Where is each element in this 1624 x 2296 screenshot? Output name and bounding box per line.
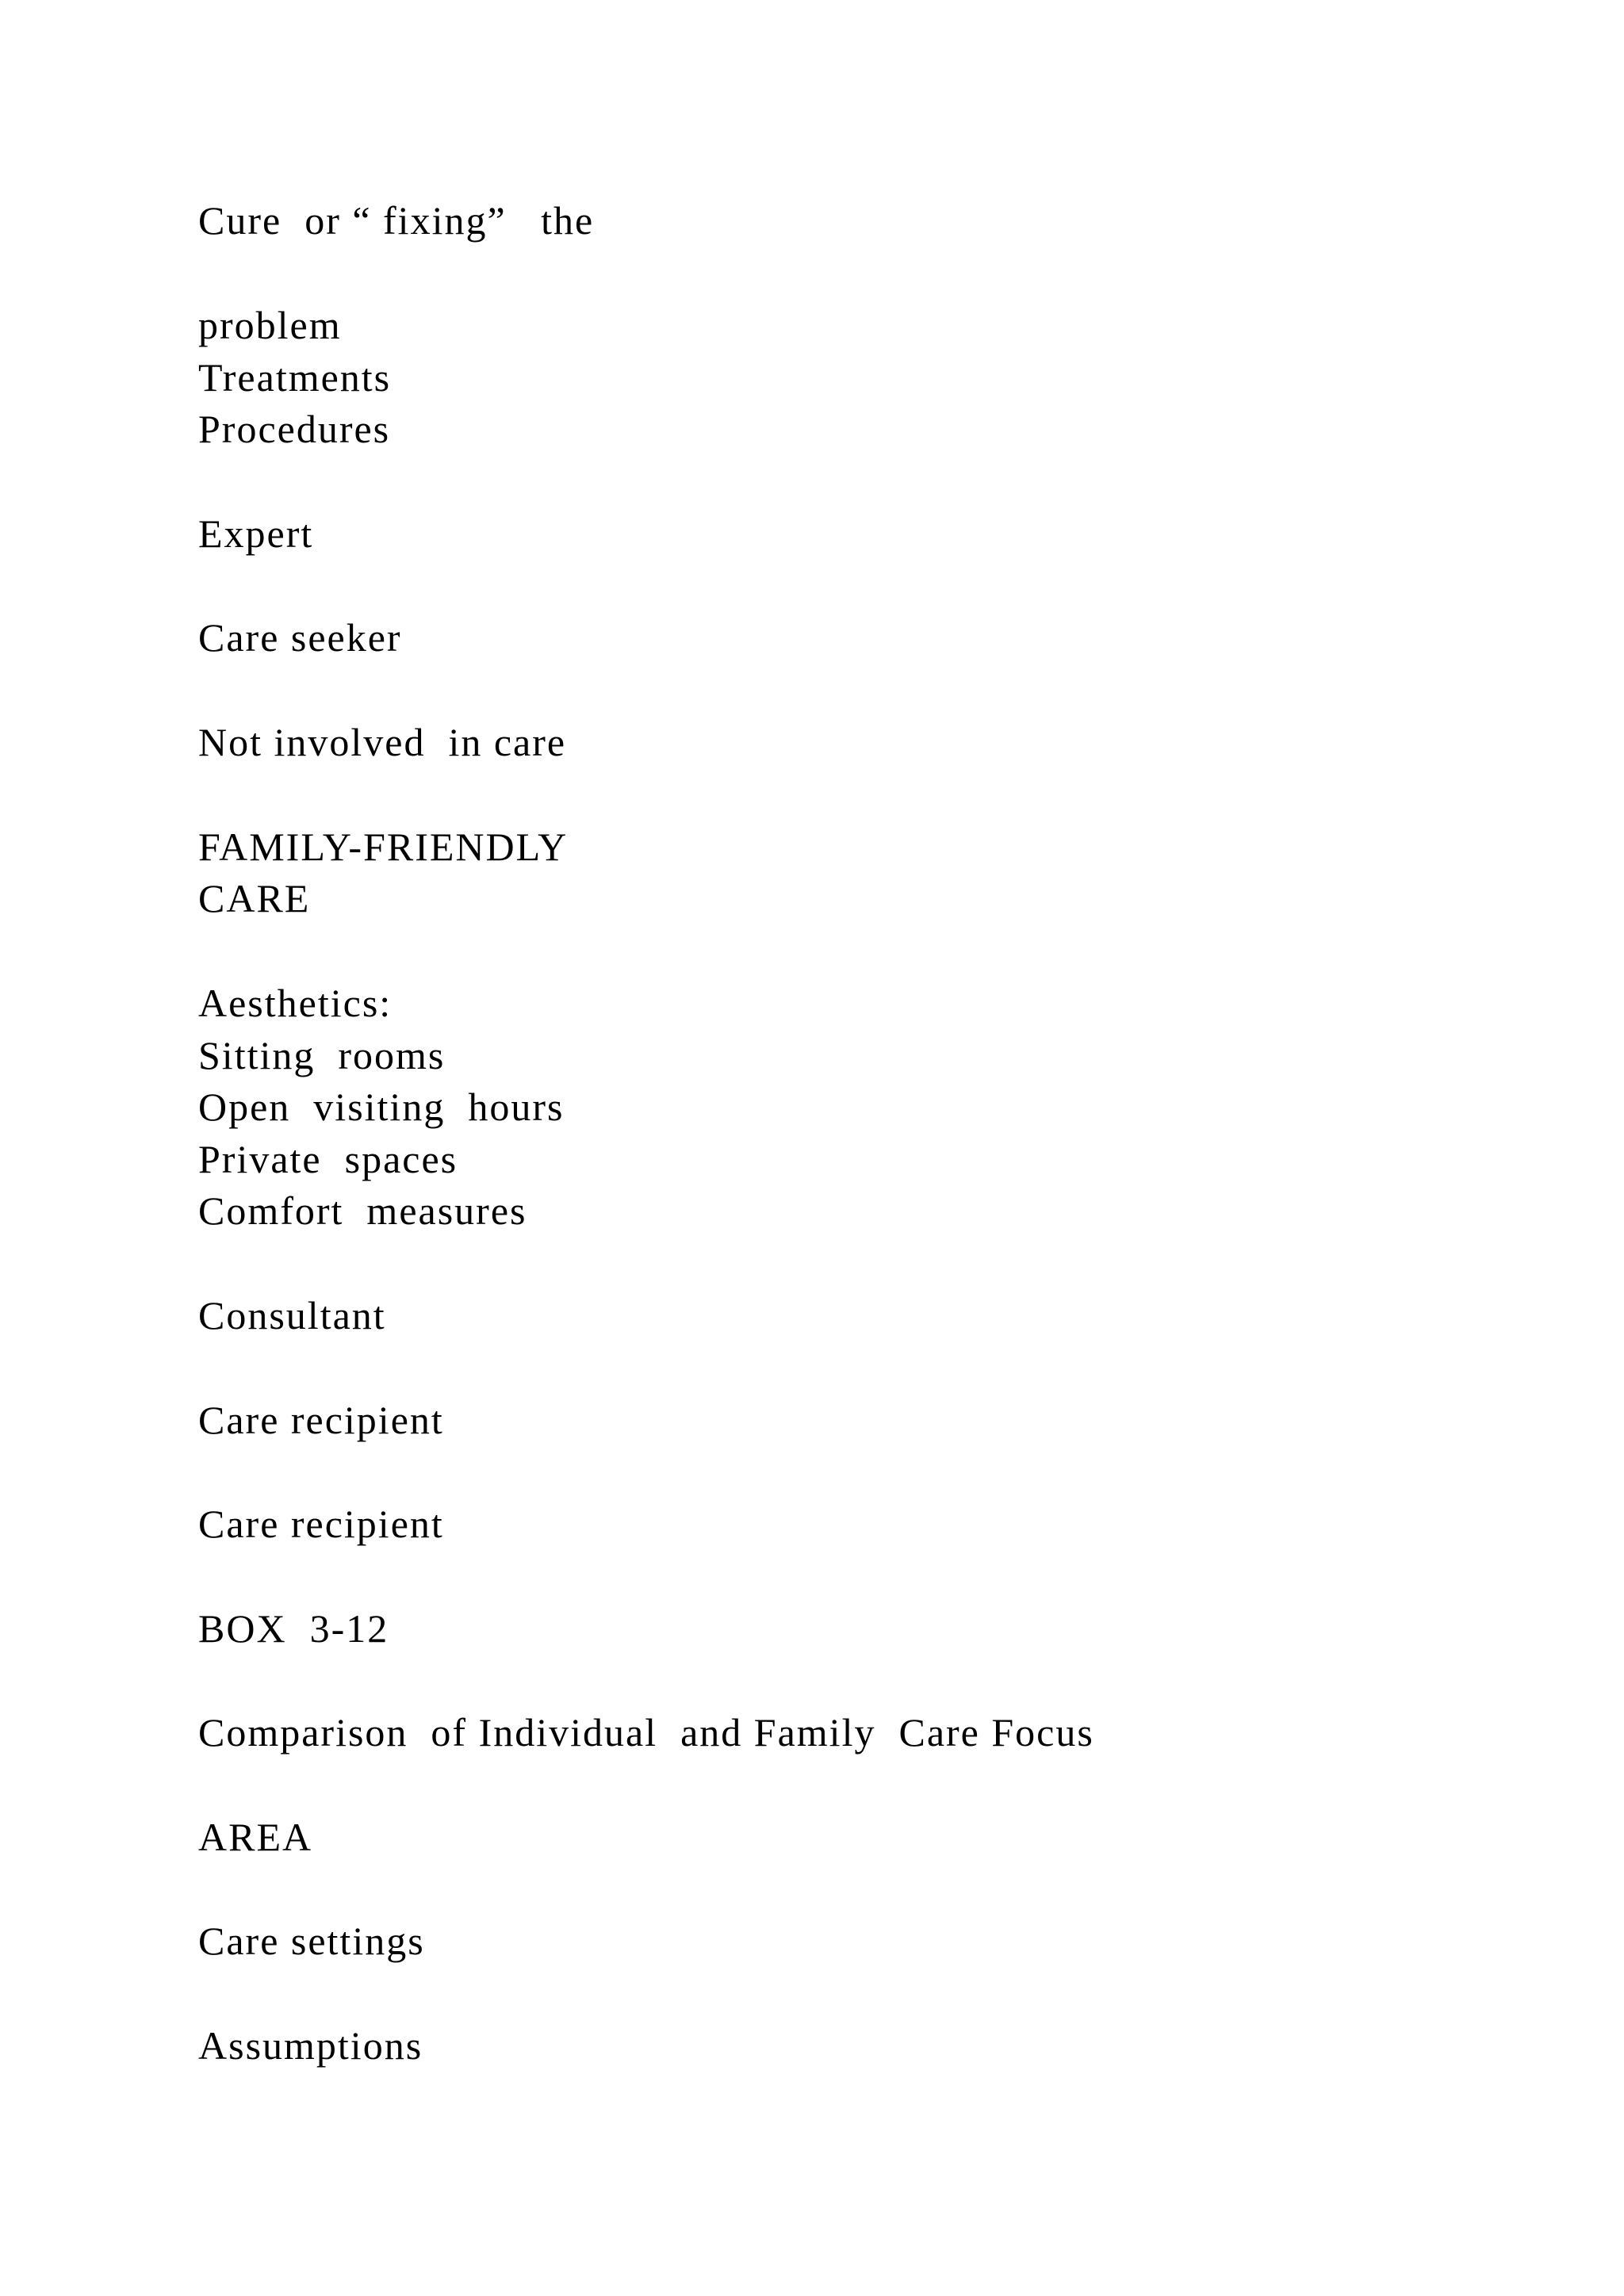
text-line-sitting-rooms: Sitting rooms (198, 1033, 446, 1077)
text-line-family-friendly: FAMILY-FRIENDLY (198, 825, 569, 869)
text-line-care-seeker: Care seeker (198, 615, 402, 660)
text-line-consultant: Consultant (198, 1293, 386, 1337)
text-line-box-3-12: BOX 3-12 (198, 1606, 389, 1651)
text-line-care-recipient-2: Care recipient (198, 1502, 444, 1546)
text-line-area: AREA (198, 1815, 313, 1859)
text-line-aesthetics: Aesthetics: (198, 981, 393, 1025)
text-line-problem: problem (198, 303, 342, 347)
text-line-private-spaces: Private spaces (198, 1137, 458, 1181)
text-line-comfort-measures: Comfort measures (198, 1188, 527, 1233)
text-line-assumptions: Assumptions (198, 2023, 423, 2068)
text-line-open-visiting-hours: Open visiting hours (198, 1085, 565, 1129)
text-line-expert: Expert (198, 511, 314, 556)
text-line-comparison-heading: Comparison of Individual and Family Care Focus (198, 1710, 1094, 1755)
text-line-care-recipient-1: Care recipient (198, 1398, 444, 1442)
text-line-care-settings: Care settings (198, 1919, 425, 1963)
text-line-treatments: Treatments (198, 355, 392, 400)
text-line-cure-fixing: Cure or “ fixing” the (198, 198, 595, 243)
text-line-not-involved: Not involved in care (198, 720, 567, 764)
text-line-care-heading: CARE (198, 876, 311, 920)
text-line-procedures: Procedures (198, 407, 391, 451)
